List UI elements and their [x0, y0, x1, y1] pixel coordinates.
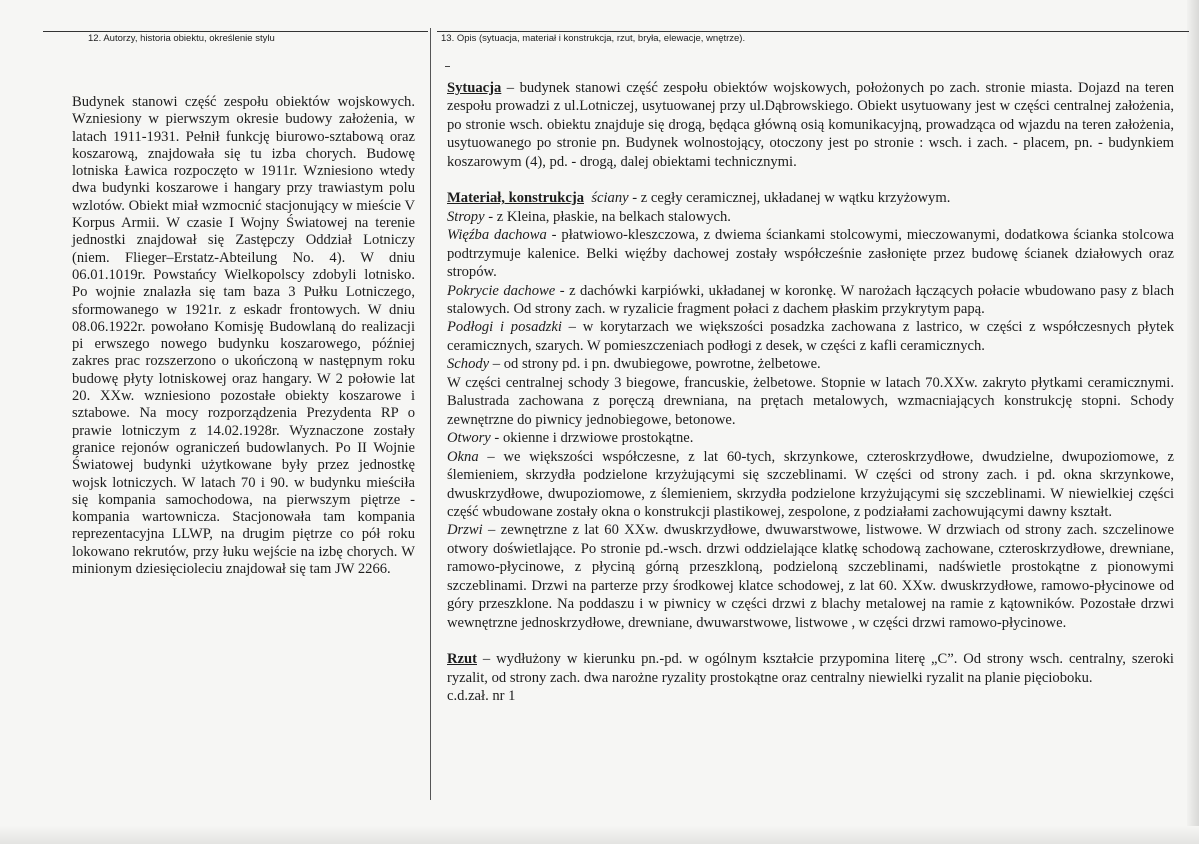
rzut-paragraph [447, 650, 1174, 687]
okna-label: Okna [447, 448, 479, 465]
scan-bottom-shadow [0, 826, 1199, 844]
sciany-text: - z cegły ceramicznej, układanej w wątku krzyżowym. [628, 190, 951, 207]
sciany-label: ściany [591, 190, 629, 207]
header-rule-left [43, 31, 428, 32]
otwory-text: - okienne i drzwiowe prostokątne. [490, 430, 694, 447]
pokrycie-text: - z dachówki karpiówki, układanej w koronkę. W narożach łączących połacie wbudowano pasy z blach stalowych. Od strony zach. w ryzalicie fragment połaci z dachem płaskim przykrytym papą. [447, 282, 1174, 317]
material-heading: Materiał, konstrukcja [447, 190, 585, 207]
podlogi-text: – w korytarzach we większości posadzka zachowana z lastrico, w części z współczesnych płytek ceramicznych, szarych. W pomieszczeniach podłogi z desek, w części z kafli ceramicznych. [447, 319, 1174, 354]
sytuacja-heading: Sytuacja [447, 80, 502, 96]
drzwi-label: Drzwi [447, 522, 483, 539]
podlogi-label: Podłogi i posadzki [447, 319, 562, 336]
continued-note: c.d.zał. nr 1 [447, 688, 516, 705]
wiezba-label: Więźba dachowa [447, 227, 547, 244]
okna-paragraph [447, 448, 1174, 522]
podlogi-paragraph [447, 318, 1174, 355]
drzwi-text: – zewnętrzne z lat 60 XXw. dwuskrzydłowe, dwuwarstwowe, listwowe. W drzwiach od strony zach. szczelinowe otwory doświetlające. Po stronie pd.-wsch. drzwi oddzielające klatkę schodową zachowane, czteroskrzydłowe, drewniane, ramowo-płycinowe, z płyciną górną przeszkloną, podzieloną szczeblinami, nadświetle prostokątne z pionowymi szczeblinami. Drzwi na parterze przy środkowej klatce schodowej, z lat 60. XXw. dwuskrzydłowe, ramowo-płycinowe od góry przeszklone. Na poddaszu i w piwnicy w części drzwi z blachy metalowej na ramie z kątowników. Pozostałe drzwi wewnętrzne jednoskrzydłowe, drewniane, dwuwarstwowe, listwowe , w części drzwi ramowo-płycinowe. [447, 522, 1174, 631]
history-text: Budynek stanowi część zespołu obiektów wojskowych. Wzniesiony w pierwszym okresie budowy założenia, w latach 1911-1931. Pełnił funkcję biurowo-sztabową oraz koszarową, znajdowała się tu izba chorych. Budowę lotniska Ławica rozpoczęto w 1911r. Wzniesiono wtedy dwa budynki koszarowe i hangary przy trawiastym polu wzlotów. Obiekt miał wzmocnić stacjonujący w mieście V Korpus Armii. W czasie I Wojny Światowej na terenie jednostki znajdował się Zastępczy Oddział Lotniczy (niem. Flieger–Erstatz-Abteilung No. 4). W dniu 06.01.1019r. Powstańcy Wielkopolscy zdobyli lotnisko. Po wojnie znalazła się tam baza 3 Pułku Lotniczego, sformowanego w 1921r. z eskadr frontowych. W dniu 08.06.1922r. powołano Komisję Budowlaną do realizacji pi erwszego nowego budynku koszarowego, później zakres prac rozszerzono o ukończoną w następnym roku budowę płyty lotniskowej oraz hangary. W 2 połowie lat 20. XXw. wzniesiono pozostałe obiekty koszarowe i sztabowe. Na mocy rozporządzenia Prezydenta RP o prawie lotniczym z 14.02.1928r. Wyznaczone zostały granice rejonów ograniczeń budowlanych. Po II Wojnie Światowej budynki użytkowane były przez jednostkę wojsk lotniczych. W latach 70 i 90. w budynku mieściła się kompania samochodowa, na pierwszym piętrze - kompania wartownicza. Stacjonowała tam kompania reprezentacyjna LLWP, na drugim piętrze co pół roku lokowano rekrutów, przy łuku wejście na izbę chorych. W minionym dziesięcioleciu znajdował się tam JW 2266. [72, 94, 415, 578]
rzut-heading: Rzut [447, 651, 477, 668]
otwory-label: Otwory [447, 430, 491, 447]
stropy-text: - z Kleina, płaskie, na belkach stalowych. [484, 208, 731, 225]
section-13-heading: 13. Opis (sytuacja, materiał i konstrukcja, rzut, bryła, elewacje, wnętrze). [441, 33, 746, 44]
history-column [72, 94, 415, 578]
pokrycie-label: Pokrycie dachowe [447, 282, 556, 299]
schody-text: – od strony pd. i pn. dwubiegowe, powrotne, żelbetowe. [489, 356, 821, 373]
drzwi-paragraph [447, 521, 1174, 632]
stray-dash-mark [445, 66, 450, 67]
material-paragraph [447, 189, 1174, 207]
sytuacja-paragraph [447, 79, 1174, 171]
rzut-text: – wydłużony w kierunku pn.-pd. w ogólnym kształcie przypomina literę „C”. Od strony wsch. centralny, szeroki ryzalit, od strony zach. dwa narożne ryzality prostokątne oraz centralny niewielki ryzalit na planie pięcioboku. [447, 651, 1174, 686]
schody-paragraph [447, 355, 1174, 373]
stropy-label: Stropy [447, 208, 485, 225]
header-rule-right [437, 31, 1189, 32]
sytuacja-text: – budynek stanowi część zespołu obiektów wojskowych, położonych po zach. stronie miasta. Dojazd na teren zespołu prowadzi z ul.Lotniczej, usytuowanej przy ul.Dąbrowskiego. Obiekt usytuowany jest w części centralnej założenia, po stronie wsch. obiektu znajduje się drogą, będąca główną osią komunikacyjną, prowadząca od wjazdu na teren założenia, usytuowanego po stronie pn. Budynek wolnostojący, otoczony jest po stronie : wsch. i zach. - placem, pn. - budynkiem koszarowym (4), pd. - drogą, dalej obiektami technicznymi. [447, 80, 1174, 170]
schody-label: Schody [447, 356, 490, 373]
wiezba-text: - płatwiowo-kleszczowa, z dwiema ściankami stolcowymi, mieczowanymi, dodatkowa ścianka stolcowa podtrzymuje kalenice. Belki więźby dachowej zostały współcześnie zasłonięte przez budowę ścianek działowych oraz stropów. [447, 227, 1174, 281]
column-divider [430, 28, 431, 800]
section-12-heading: 12. Autorzy, historia obiektu, określenie stylu [88, 33, 275, 44]
stropy-paragraph [447, 208, 1174, 226]
pokrycie-paragraph [447, 282, 1174, 319]
okna-text: – we większości współczesne, z lat 60-tych, skrzynkowe, czteroskrzydłowe, dwudzielne, dwupoziomowe, z ślemieniem, skrzydła podzielone krzyżującymi się szczeblinami. W części od strony zach. i pd. okna skrzynkowe, dwuskrzydłowe, dwupoziomowe, z ślemieniem, skrzydła podzielone krzyżującymi się szczeblinami. W niewielkiej części część wbudowane zostały okna o konstrukcji plastikowej, zespolone, z podziałami zachowującymi dawny kształt. [447, 448, 1174, 520]
description-column [447, 79, 1174, 706]
otwory-paragraph [447, 429, 1174, 447]
wiezba-paragraph [447, 226, 1174, 281]
scan-edge-shadow [1187, 0, 1199, 844]
schody-detail-paragraph: W części centralnej schody 3 biegowe, francuskie, żelbetowe. Stopnie w latach 70.XXw. zakryto płytkami ceramicznymi. Balustrada zachowana z poręczą drewniana, na prętach metalowych, wzmacniających konstrukcję stopni. Schody zewnętrzne do piwnicy jednobiegowe, betonowe. [447, 374, 1174, 428]
